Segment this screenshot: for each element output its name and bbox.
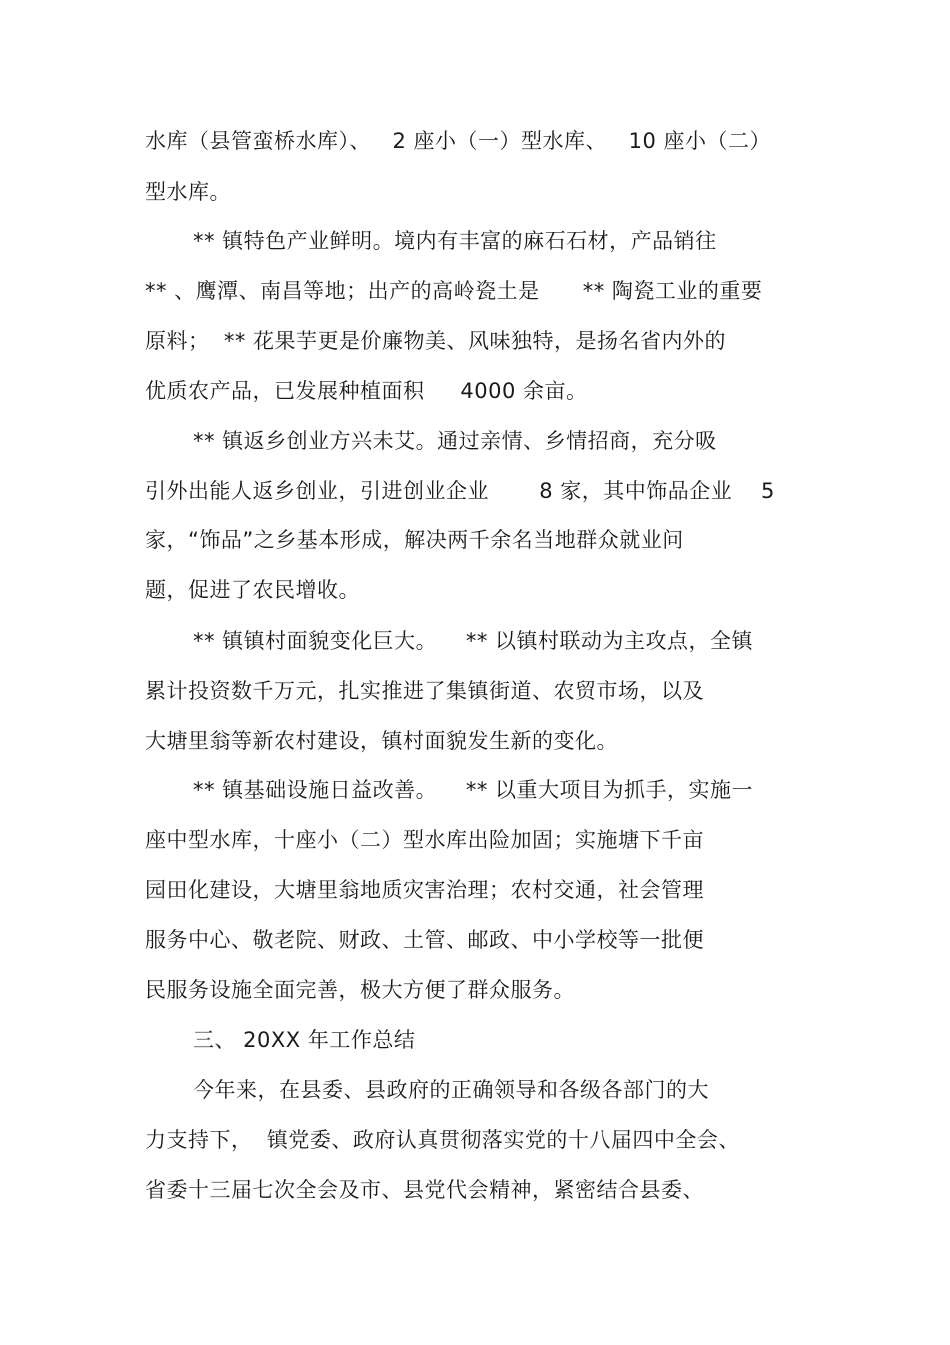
text-line: 题，促进了农民增收。 [145, 578, 360, 602]
text-line: ** 、鹰潭、南昌等地；出产的高岭瓷土是 ** 陶瓷工业的重要 [145, 279, 763, 303]
paragraph-start: ** 镇返乡创业方兴未艾。通过亲情、乡情招商，充分吸 [193, 429, 717, 453]
text-line: 型水库。 [145, 180, 231, 204]
text-line: 原料； ** 花果芋更是价廉物美、风味独特，是扬名省内外的 [145, 329, 727, 353]
text-line: 优质农产品，已发展种植面积 4000 余亩。 [145, 379, 588, 403]
text-line: 累计投资数千万元，扎实推进了集镇街道、农贸市场，以及 [145, 679, 704, 703]
text-line: 座中型水库，十座小（二）型水库出险加固；实施塘下千亩 [145, 828, 704, 852]
text-line: 引外出能人返乡创业，引进创业企业 8 家，其中饰品企业 5 [145, 479, 775, 503]
text-line: 省委十三届七次全会及市、县党代会精神，紧密结合县委、 [145, 1178, 704, 1202]
text-line: 家，“饰品”之乡基本形成，解决两千余名当地群众就业问 [145, 528, 684, 552]
text-line: 园田化建设，大塘里翁地质灾害治理；农村交通，社会管理 [145, 878, 704, 902]
text-line: 民服务设施全面完善，极大方便了群众服务。 [145, 978, 575, 1002]
text-line: 水库（县管蛮桥水库）、 2 座小（一）型水库、 10 座小（二） [145, 129, 771, 153]
paragraph-start: ** 镇特色产业鲜明。境内有丰富的麻石石材，产品销往 [193, 229, 717, 253]
text-line: 力支持下， 镇党委、政府认真贯彻落实党的十八届四中全会、 [145, 1128, 740, 1152]
section-heading: 三、 20XX 年工作总结 [193, 1028, 416, 1052]
paragraph-start: 今年来，在县委、县政府的正确领导和各级各部门的大 [193, 1078, 709, 1102]
text-line: 服务中心、敬老院、财政、土管、邮政、中小学校等一批便 [145, 928, 704, 952]
paragraph-start: ** 镇镇村面貌变化巨大。 ** 以镇村联动为主攻点，全镇 [193, 629, 754, 653]
text-line: 大塘里翁等新农村建设，镇村面貌发生新的变化。 [145, 729, 618, 753]
paragraph-start: ** 镇基础设施日益改善。 ** 以重大项目为抓手，实施一 [193, 778, 754, 802]
